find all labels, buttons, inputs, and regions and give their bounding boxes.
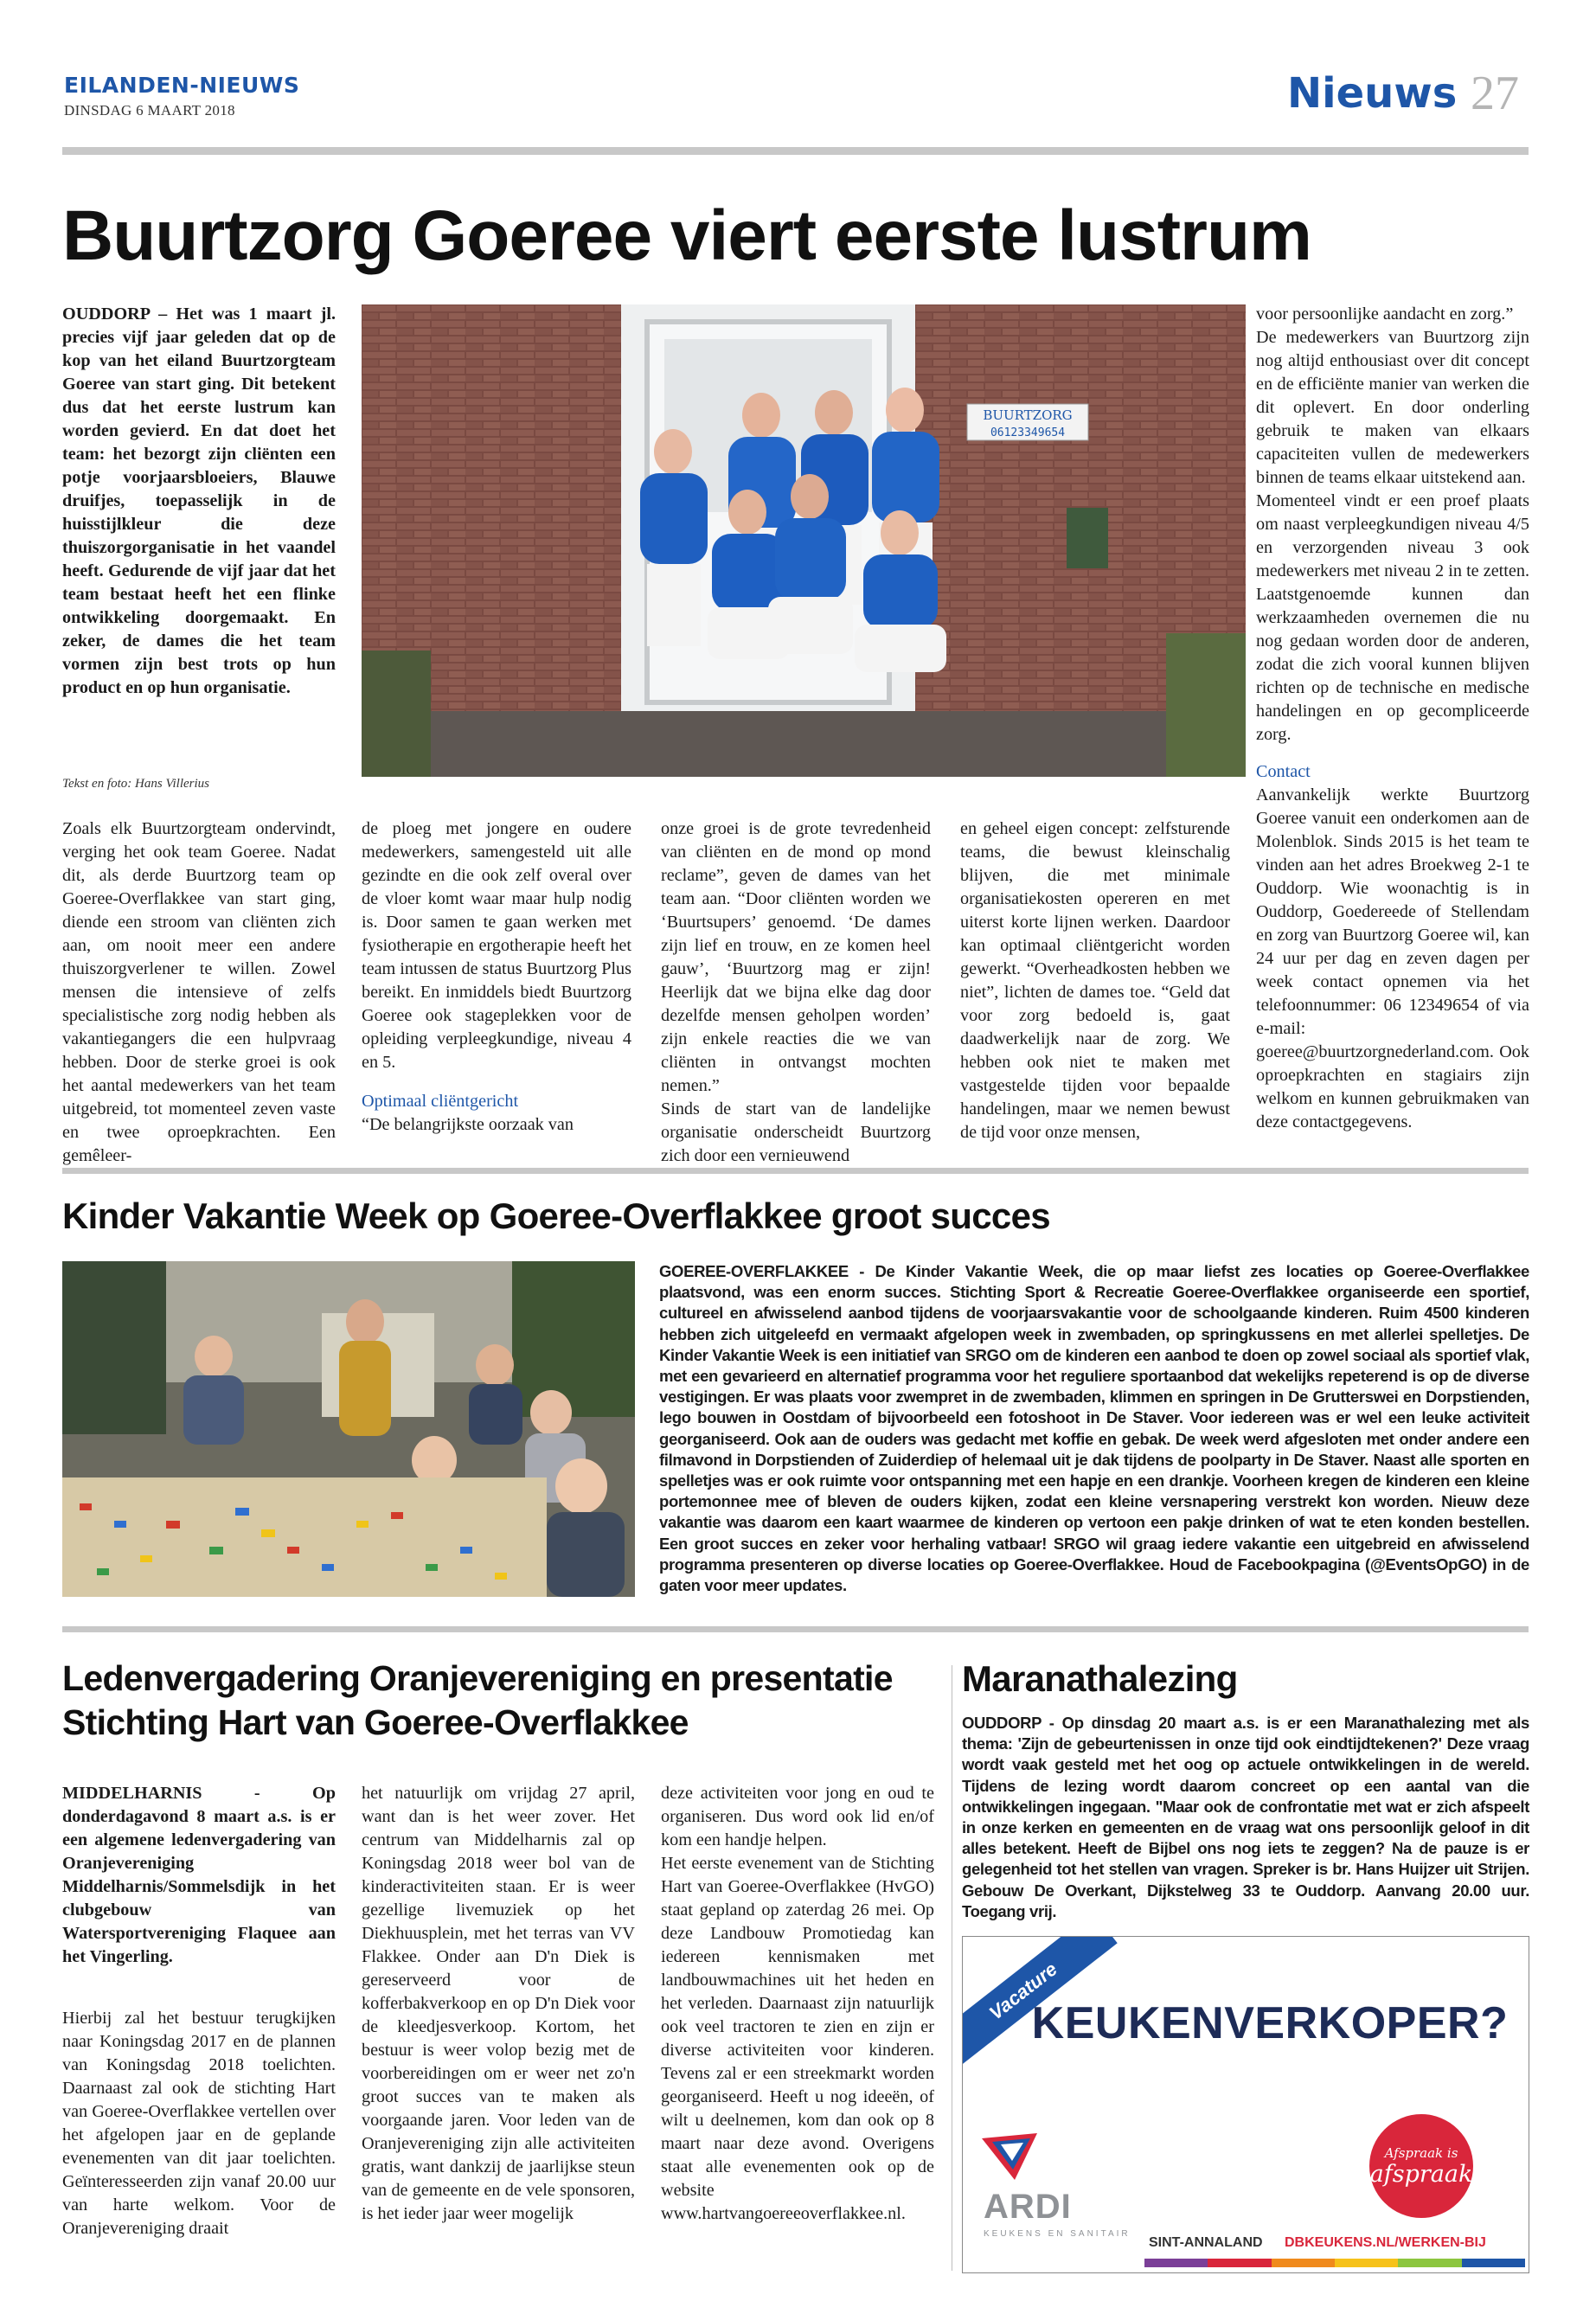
- ad-brand-sub: KEUKENS EN SANITAIR: [984, 2229, 1131, 2239]
- ad-color-bar: [1144, 2259, 1525, 2267]
- masthead-name: EILANDEN-NIEUWS: [64, 73, 300, 98]
- top-rule: [62, 147, 1529, 155]
- article2-body: GOEREE-OVERFLAKKEE - De Kinder Vakantie Week, die op maar liefst zes locaties op Goeree-Overflakkee plaatsvond, was een enorm succes. Stichting Sport & Recreatie Goeree-Overflakkee organiseerde een sportief, cultureel en afwisselend aanbod tijdens de voorjaarsvakantie voor de schoolgaande kinderen. Ruim 4500 kinderen hebben zich uitgeleefd en vermaakt afgelopen week in zwembaden, op springkussens en met allerlei spelletjes. De Kinder Vakantie Week is een initiatief van SRGO om de kinderen een aanbod te doen op zowel sociaal als sportief vlak, met een gevarieerd en alternatief programma voor het reguliere sportaanbod dat wekelijks repeterend is op de diverse vestigingen. Er was plaats voor zwempret in de zwembaden, klimmen en springen in De Grutterswei en Dorpstienden, lego bouwen in Oostdam of bijvoorbeeld een fotoshoot in De Staver. Voor iedereen was er wel een leuke activiteit georganiseerd. Ook aan de ouders was gedacht met koffie en gebak. De week werd afgesloten met onder andere een filmavond in Dorpstienden of Zuiderdiep of helemaal uit je dak tijdens de poolparty in De Staver. Naast alle sporten en spelletjes was er ook ruimte voor ontspanning met een hapje en een drankje. Voorheen kregen de kinderen een kleine portemonnee mee of bleven de ouders kijken, zodat een kleine versnapering verstrekt kon worden. Nieuw deze vakantie was daarom een kaart waarmee de kinderen op vertoon een pakje drinken of wat te eten konden bestellen. Een groot succes en zeker voor herhaling vatbaar! SRGO wil graag iedere vakantie een uitgebreid en afwisselend programma presenteren op diverse locaties op Goeree-Overflakkee. Houd de Facebookpagina (@EventsOpGO) in de gaten voor meer updates.: [659, 1262, 1529, 1595]
- article1-col5-c: Momenteel vindt er een proef plaats om naast verpleegkundigen niveau 4/5 en verzorgenden niveau 3 ook medewerkers met niveau 2 in te zetten. Laatstgenoemde kunnen dan werkzaamheden overnemen die nu nog gedaan worden door de anderen, zodat die zich vooral kunnen blijven richten op de technische en medische handelingen en op gecompliceerde zorg.: [1256, 491, 1529, 744]
- section-title: Nieuws: [1287, 69, 1458, 118]
- vacature-ribbon-text: Vacature: [984, 1958, 1061, 2024]
- article1-lead: OUDDORP – Het was 1 maart jl. precies vijf jaar geleden dat op de kop van het eiland Buurtzorgteam Goeree van start ging. Dit betekent dus dat het eerste lustrum kan worden gevierd. En dat doet het team: het bezorgt zijn cliënten een potje voorjaarsbloeiers, Blauwe druifjes, toepasselijk in de huisstijlkleur die deze thuiszorgorganisatie in het vaandel heeft. Gedurende de vijf jaar dat het team bestaat heeft het een flinke ontwikkeling doorgemaakt. En zeker, de dames die het team vormen zijn best trots op hun product en op hun organisatie.: [62, 304, 336, 697]
- article1-col4: en geheel eigen concept: zelfsturende teams, die bewust kleinschalig blijven, die met minimale organisatiekosten opereren en met uiterst korte lijnen werken. Daardoor kan optimaal cliëntgericht worden gewerkt. “Overheadkosten hebben we niet”, lichten de dames toe. “Geld dat voor zorg bedoeld is, gaat daadwerkelijk naar de zorg. We hebben ook niet te maken met vastgestelde tijden voor bepaalde handelingen, maar we nemen bewust de tijd voor onze mensen,: [960, 819, 1230, 1142]
- sign-phone: 06123349654: [990, 426, 1066, 439]
- article1-subhead-contact: Contact: [1256, 762, 1311, 781]
- article1-col5: [1256, 303, 1529, 1134]
- article4-body: OUDDORP - Op dinsdag 20 maart a.s. is er een Maranathalezing met als thema: 'Zijn de gebeurtenissen in onze tijd ook eindtijdtekenen?' Deze vraag wordt vaak gesteld met het oog op actuele ontwikkelingen in de wereld. Tijdens de lezing wordt daarom concreet op een aantal van die ontwikkelingen ingegaan. "Maar ook de confrontatie met wat er zich afspeelt in onze kerken en gemeenten en de vraag wat ons persoonlijk geloof in dit alles betekent. Heeft de Bijbel ons nog iets te zeggen? Na de pauze is er gelegenheid tot het stellen van vragen. Spreker is br. Hans Huijzer uit Strijen. Gebouw De Overkant, Dijkstelweg 33 te Ouddorp. Aanvang 20.00 uur. Toegang vrij.: [962, 1714, 1529, 1920]
- article3-col1: Hierbij zal het bestuur terugkijken naar Koningsdag 2017 en de plannen van Koningsdag 2018 toelichten. Daarnaast zal ook de stichting Hart van Goeree-Overflakkee vertellen over het afgelopen jaar en de geplande evenementen van dit jaar toelichten. Geïnteresseerden zijn vanaf 20.00 uur van harte welkom. Voor de Oranjevereniging draait: [62, 2009, 336, 2238]
- ad-headline: KEUKENVERKOPER?: [1031, 1998, 1509, 2048]
- rule-3: [62, 1626, 1529, 1632]
- page-number: 27: [1471, 67, 1519, 120]
- article2-title: Kinder Vakantie Week op Goeree-Overflakkee groot succes: [62, 1195, 1050, 1236]
- article1-title: Buurtzorg Goeree viert eerste lustrum: [62, 196, 1311, 275]
- article3-col3-b: Het eerste evenement van de Stichting Hart van Goeree-Overflakkee (HvGO) staat gepland op zaterdag 26 mei. Op deze Landbouw Promotiedag kan iedereen kennismaken met landbouwmachines uit het heden en het verleden. Daarnaast zijn natuurlijk ook veel tractoren te zien en zijn er diverse activiteiten voor kinderen. Tevens zal er een streekmarkt worden georganiseerd. Heeft u nog ideeën, of wilt u deelnemen, kom dan ook op 8 maart naar deze avond. Overigens staat alle evenementen ook op de website www.hartvangoereeoverflakkee.nl.: [661, 1854, 934, 2223]
- team-photo-illustration: [362, 304, 1246, 777]
- article1-col2-continued: “De belangrijkste oorzaak van: [362, 1115, 574, 1134]
- article3-title: [62, 1657, 927, 1746]
- article3-title-line1: Ledenvergadering Oranjevereniging en presentatie: [62, 1658, 893, 1698]
- article1-subhead-optimaal: Optimaal cliëntgericht: [362, 1092, 519, 1111]
- ad-badge: [1369, 2114, 1473, 2218]
- article1-col5-b: De medewerkers van Buurtzorg zijn nog altijd enthousiast over dit concept en de efficiënte manier van werken die dit oplevert. En door onderling gebruik te maken van elkaars capaciteiten vullen de medewerkers binnen de teams elkaar uitstekend aan.: [1256, 328, 1529, 487]
- team-photo: [362, 304, 1246, 777]
- lego-photo: [62, 1261, 635, 1597]
- article1-col5-a: voor persoonlijke aandacht en zorg.”: [1256, 304, 1514, 324]
- article1-col1: Zoals elk Buurtzorgteam ondervindt, verging het ook team Goeree. Nadat dit, als derde Buurtzorg team op Goeree-Overflakkee van start ging, diende een stroom van cliënten zich aan, om nooit meer een andere thuiszorgverlener te willen. Zowel mensen die intensieve of zelfs specialistische zorg nodig hebben als vakantiegangers die een hulpvraag hebben. Door de sterke groei is ook het aantal medewerkers van het team uitgebreid, tot momenteel zeven vaste en twee oproepkrachten. Een gemêleer-: [62, 819, 336, 1165]
- article3-lead: MIDDELHARNIS - Op donderdagavond 8 maart a.s. is er een algemene ledenvergadering van Oranjevereniging Middelharnis/Sommelsdijk in het clubgebouw van Watersportvereniging Flaquee aan het Vingerling.: [62, 1784, 336, 1966]
- rule-2: [62, 1168, 1529, 1174]
- ad-url[interactable]: DBKEUKENS.NL/WERKEN-BIJ: [1285, 2235, 1486, 2250]
- vacancy-ad[interactable]: [962, 1936, 1529, 2273]
- article3-col3-a: deze activiteiten voor jong en oud te organiseren. Dus word ook lid en/of kom een handje helpen.: [661, 1784, 934, 1849]
- article1-col5-d: Aanvankelijk werkte Buurtzorg Goeree vanuit een onderkomen aan de Molenblok. Sinds 2015 is het team te vinden aan het adres Broekweg 2-1 te Ouddorp. Wie woonachtig is in Ouddorp, Goedereede of Stellendam en zorg van Buurtzorg Goeree wil, kan 24 uur per dag en zeven dagen per week contact opnemen via het telefoonnummer: 06 12349654 of via e-mail: goeree@buurtzorgnederland.com. Ook oproepkrachten en stagiairs zijn welkom en kunnen gebruikmaken van deze contactgegevens.: [1256, 785, 1529, 1131]
- masthead-date: DINSDAG 6 MAART 2018: [64, 102, 235, 119]
- article3-col2: het natuurlijk om vrijdag 27 april, want dan is het weer zover. Het centrum van Middelharnis zal op Koningsdag 2018 weer bol van de kinderactiviteiten staan. Er is weer gezellige livemuziek op het Diekhuusplein, met het terras van VV Flakkee. Onder aan D'n Diek is gereserveerd voor de kofferbakverkoop en op D'n Diek voor de kleedjesverkoop. Kortom, het bestuur is weer volop bezig met de voorbereidingen om er weer net zo'n groot succes van te maken als voorgaande jaren. Voor leden van de Oranjevereniging zijn alle activiteiten gratis, want dankzij de jaarlijkse steun van de gemeente en de vele sponsoren, is het ieder jaar weer mogelijk: [362, 1784, 635, 2223]
- ad-badge-line1: Afspraak is: [1384, 2144, 1458, 2161]
- article4-title: Maranathalezing: [962, 1658, 1238, 1699]
- article1-col3: [661, 817, 931, 1168]
- article3-col3: [661, 1782, 934, 2226]
- article1-col3-continued: Sinds de start van de landelijke organisatie onderscheidt Buurtzorg zich door een vernieuwend: [661, 1099, 931, 1165]
- article1-col2: [362, 817, 631, 1137]
- article3-title-line2: Stichting Hart van Goeree-Overflakkee: [62, 1702, 689, 1743]
- article1-col3-text: onze groei is de grote tevredenheid van cliënten en de mond op mond reclame”, geven de dames van het team aan. “Door cliënten worden we ‘Buurtsupers’ genoemd. ‘De dames zijn lief en trouw, en ze komen heel gauw’, ‘Buurtzorg mag er zijn! Heerlijk dat we bijna elke dag door dezelfde mensen geholpen worden’ zijn enkele reacties die we van cliënten in ontvangst mochten nemen.”: [661, 819, 931, 1095]
- photo-credit: Tekst en foto: Hans Villerius: [62, 777, 209, 791]
- ad-location: SINT-ANNALAND: [1149, 2235, 1263, 2250]
- ardi-logo-icon: [980, 2131, 1041, 2183]
- ad-brand: ARDI: [984, 2188, 1072, 2226]
- article1-col2-text: de ploeg met jongere en oudere medewerkers, samengesteld uit alle gezindte en die ook zelf overal over de vloer komt waar maar hulp nodig is. Door samen te gaan werken met fysiotherapie en ergotherapie heeft het team intussen de status Buurtzorg Plus bereikt. En inmiddels biedt Buurtzorg Goeree ook stageplekken voor de opleiding verpleegkundige, niveau 4 en 5.: [362, 819, 631, 1072]
- sign-name: BUURTZORG: [983, 407, 1073, 423]
- lego-photo-illustration: [62, 1261, 635, 1597]
- ad-badge-line2: afspraak: [1369, 2160, 1473, 2188]
